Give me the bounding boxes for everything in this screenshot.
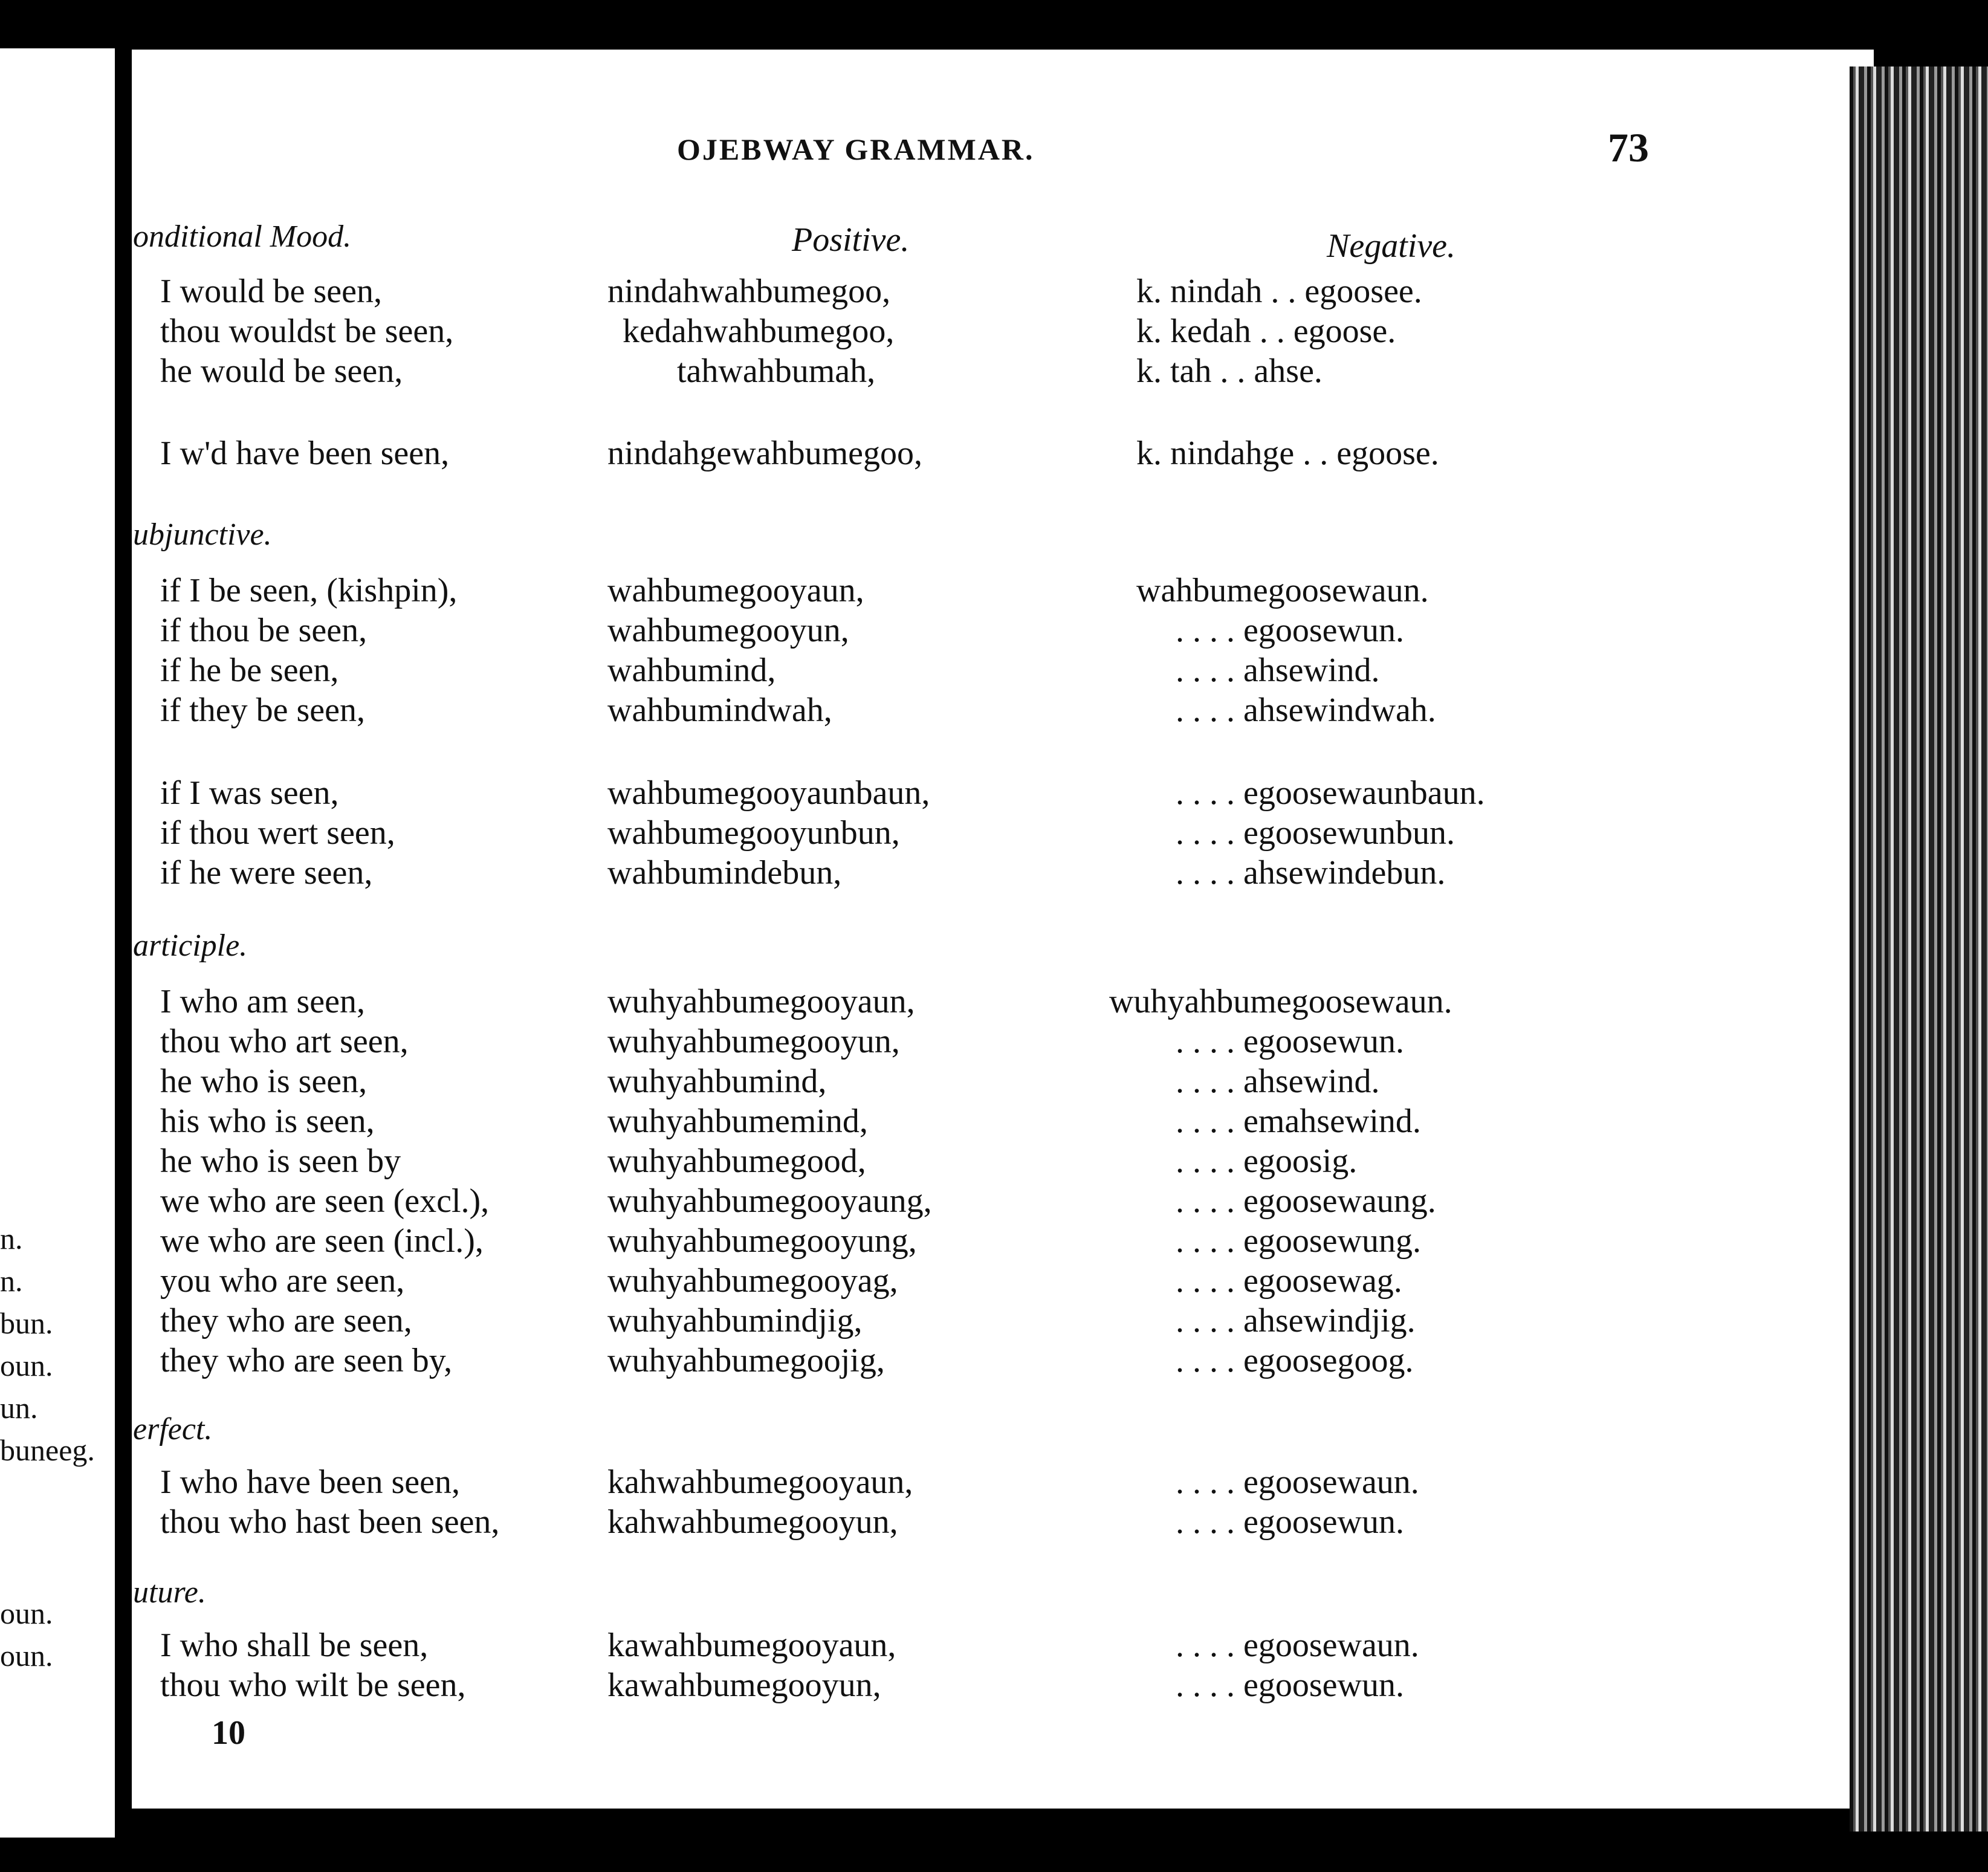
- left-page-fragment: oun.: [0, 1639, 53, 1673]
- positive-cell: wuhyahbumegooyaun,: [607, 983, 915, 1020]
- positive-cell: wahbumindwah,: [607, 691, 832, 729]
- english-cell: his who is seen,: [160, 1103, 375, 1140]
- positive-cell: wuhyahbumegooyung,: [607, 1222, 917, 1260]
- negative-cell: . . . . ahsewind.: [1176, 652, 1380, 689]
- table-row: [0, 1666, 1813, 1706]
- negative-cell: . . . . egoosegoog.: [1176, 1342, 1414, 1379]
- positive-cell: kahwahbumegooyaun,: [607, 1463, 913, 1501]
- section-label: erfect.: [133, 1412, 213, 1446]
- negative-cell: . . . . ahsewindwah.: [1176, 691, 1436, 729]
- positive-cell: wahbumegooyunbun,: [607, 814, 900, 852]
- negative-cell: . . . . ahsewind.: [1176, 1063, 1380, 1100]
- positive-cell: wahbumegooyaun,: [607, 572, 864, 609]
- english-cell: if I was seen,: [160, 774, 339, 812]
- table-row: [0, 1182, 1813, 1222]
- positive-cell: wahbumegooyaunbaun,: [607, 774, 930, 812]
- table-row: [0, 651, 1813, 691]
- english-cell: I w'd have been seen,: [160, 435, 450, 472]
- english-cell: if they be seen,: [160, 691, 365, 729]
- english-cell: they who are seen by,: [160, 1342, 453, 1379]
- positive-cell: kawahbumegooyun,: [607, 1666, 881, 1704]
- left-page-fragment: bun.: [0, 1306, 53, 1340]
- left-page-fragment: buneeg.: [0, 1433, 95, 1467]
- table-row: [0, 814, 1813, 853]
- positive-cell: wuhyahbumegoojig,: [607, 1342, 885, 1379]
- negative-cell: k. tah . . ahse.: [1136, 352, 1323, 390]
- table-row: [0, 611, 1813, 651]
- english-cell: I who am seen,: [160, 983, 366, 1020]
- positive-cell: nindahgewahbumegoo,: [607, 435, 922, 472]
- positive-cell: wuhyahbumemind,: [607, 1103, 868, 1140]
- table-row: [0, 1301, 1813, 1341]
- english-cell: you who are seen,: [160, 1262, 405, 1300]
- negative-cell: . . . . ahsewindebun.: [1176, 854, 1446, 892]
- table-row: [0, 1261, 1813, 1301]
- negative-cell: k. nindah . . egoosee.: [1136, 273, 1422, 310]
- table-row: [0, 1626, 1813, 1666]
- running-title: OJEBWAY GRAMMAR.: [677, 132, 1035, 166]
- english-cell: thou who hast been seen,: [160, 1503, 500, 1541]
- negative-cell: . . . . egoosewung.: [1176, 1222, 1421, 1260]
- section-label: ubjunctive.: [133, 517, 272, 552]
- negative-cell: . . . . egoosewun.: [1176, 612, 1404, 649]
- left-page-fragment: oun.: [0, 1349, 53, 1382]
- negative-cell: . . . . egoosewaun.: [1176, 1627, 1419, 1664]
- positive-cell: nindahwahbumegoo,: [607, 273, 891, 310]
- english-cell: he would be seen,: [160, 352, 403, 390]
- section-label: uture.: [133, 1575, 206, 1610]
- table-row: [0, 272, 1813, 312]
- english-cell: they who are seen,: [160, 1302, 412, 1339]
- table-row: [0, 982, 1813, 1022]
- positive-cell: wuhyahbumegood,: [607, 1142, 866, 1180]
- table-row: [0, 1102, 1813, 1142]
- positive-cell: wuhyahbumind,: [607, 1063, 827, 1100]
- table-row: [0, 1503, 1813, 1543]
- table-row: [0, 1142, 1813, 1182]
- positive-cell: wahbumegooyun,: [607, 612, 849, 649]
- negative-cell: . . . . emahsewind.: [1176, 1103, 1421, 1140]
- table-row: [0, 1222, 1813, 1261]
- english-cell: he who is seen,: [160, 1063, 367, 1100]
- table-row: [0, 1341, 1813, 1381]
- english-cell: if thou wert seen,: [160, 814, 395, 852]
- negative-cell: k. kedah . . egoose.: [1136, 313, 1396, 350]
- page-number: 73: [1608, 125, 1649, 170]
- english-cell: thou wouldst be seen,: [160, 313, 454, 350]
- page-edge-shadow: [1850, 66, 1988, 1832]
- negative-cell: . . . . egoosewun.: [1176, 1503, 1404, 1541]
- section-label: onditional Mood.: [133, 219, 352, 254]
- positive-cell: wuhyahbumegooyag,: [607, 1262, 898, 1300]
- positive-cell: wahbumind,: [607, 652, 776, 689]
- negative-cell: . . . . egoosewun.: [1176, 1666, 1404, 1704]
- table-row: [0, 312, 1813, 352]
- english-cell: I who have been seen,: [160, 1463, 461, 1501]
- negative-cell: . . . . egoosewaung.: [1176, 1182, 1436, 1220]
- positive-cell: wahbumindebun,: [607, 854, 842, 892]
- negative-cell: . . . . egoosig.: [1176, 1142, 1358, 1180]
- table-row: [0, 691, 1813, 731]
- table-row: [0, 1022, 1813, 1062]
- english-cell: thou who art seen,: [160, 1023, 409, 1060]
- english-cell: if he were seen,: [160, 854, 373, 892]
- negative-cell: . . . . egoosewun.: [1176, 1023, 1404, 1060]
- left-page-fragment: un.: [0, 1391, 38, 1425]
- english-cell: if I be seen, (kishpin),: [160, 572, 458, 609]
- table-row: [0, 1463, 1813, 1503]
- positive-cell: kahwahbumegooyun,: [607, 1503, 898, 1541]
- negative-cell: wahbumegoosewaun.: [1136, 572, 1429, 609]
- negative-cell: . . . . ahsewindjig.: [1176, 1302, 1416, 1339]
- negative-cell: . . . . egoosewaun.: [1176, 1463, 1419, 1501]
- positive-cell: kawahbumegooyaun,: [607, 1627, 896, 1664]
- column-header-negative: Negative.: [1327, 227, 1456, 265]
- positive-cell: wuhyahbumegooyun,: [607, 1023, 900, 1060]
- positive-cell: kedahwahbumegoo,: [623, 313, 895, 350]
- negative-cell: wuhyahbumegoosewaun.: [1109, 983, 1452, 1020]
- table-row: [0, 571, 1813, 611]
- left-page-fragment: n.: [0, 1264, 23, 1298]
- negative-cell: . . . . egoosewunbun.: [1176, 814, 1455, 852]
- english-cell: I would be seen,: [160, 273, 383, 310]
- negative-cell: k. nindahge . . egoose.: [1136, 435, 1439, 472]
- signature-mark: 10: [212, 1714, 245, 1752]
- english-cell: thou who wilt be seen,: [160, 1666, 466, 1704]
- positive-cell: wuhyahbumegooyaung,: [607, 1182, 932, 1220]
- english-cell: he who is seen by: [160, 1142, 401, 1180]
- english-cell: I who shall be seen,: [160, 1627, 429, 1664]
- left-page-fragment: oun.: [0, 1596, 53, 1630]
- positive-cell: wuhyahbumindjig,: [607, 1302, 863, 1339]
- table-row: [0, 774, 1813, 814]
- table-row: [0, 352, 1813, 392]
- negative-cell: . . . . egoosewag.: [1176, 1262, 1402, 1300]
- column-header-positive: Positive.: [792, 221, 910, 259]
- english-cell: we who are seen (incl.),: [160, 1222, 484, 1260]
- english-cell: if he be seen,: [160, 652, 339, 689]
- left-page-fragment: n.: [0, 1222, 23, 1255]
- table-row: [0, 853, 1813, 893]
- table-row: [0, 1062, 1813, 1102]
- section-label: articiple.: [133, 928, 248, 963]
- negative-cell: . . . . egoosewaunbaun.: [1176, 774, 1485, 812]
- table-row: [0, 434, 1813, 474]
- english-cell: if thou be seen,: [160, 612, 367, 649]
- positive-cell: tahwahbumah,: [677, 352, 876, 390]
- english-cell: we who are seen (excl.),: [160, 1182, 490, 1220]
